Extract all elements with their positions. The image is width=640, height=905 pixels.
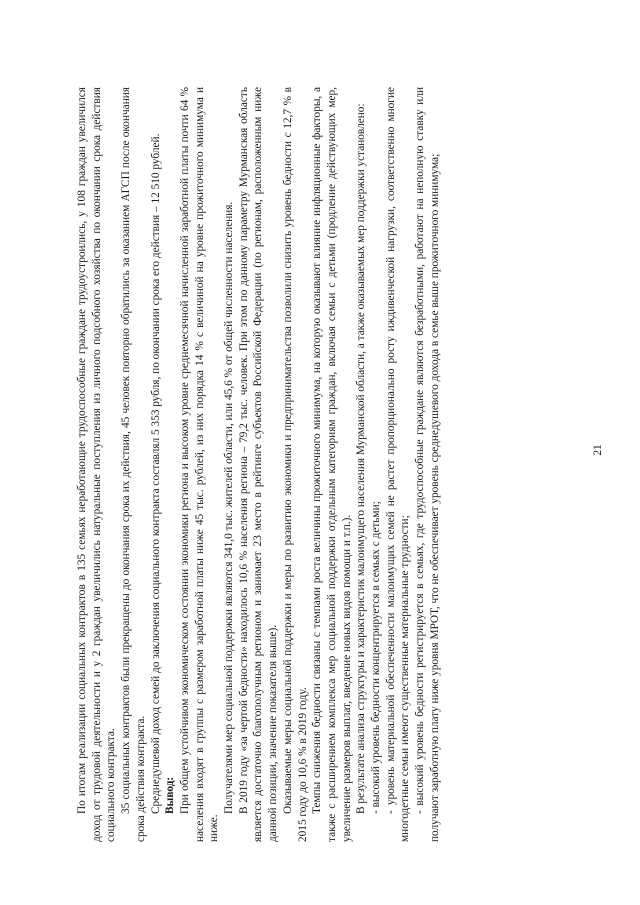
document-body — [75, 87, 635, 842]
paragraph-contract-terminated: 35 социальных контрактов были прекращены до окончания срока их действия, 45 человек повторно обратились за оказанием АГСП после окончания срока действия контракта. — [120, 87, 147, 842]
paragraph-poverty-factors: Темпы снижения бедности связаны с темпами роста величины прожиточного минимума, на которую оказывают влияние инфляционные факторы, а также с расширением комплекса мер социальной поддержки отдельным категориям граждан, включая семьи с детьми (продление действующих мер, увеличение размеров выплат, введение новых видов помощи и т.п.). — [311, 87, 353, 842]
list-item-families-children: - высокий уровень бедности концентрируется в семьях с детьми; — [370, 501, 383, 814]
list-item-unemployed: - высокий уровень бедности регистрируется в семьях, где трудоспособные граждане являются безработными, работают на неполную ставку или получают заработную плату ниже уровня МРОТ, что не обеспечивает уровень среднедушевого дохода в семье выше прожиточного минимума; — [414, 87, 441, 842]
conclusion-heading: Вывод: — [164, 776, 177, 814]
paragraph-poverty-2019: В 2019 году «за чертой бедности» находилось 10,6 % населения региона – 79,2 тыс. человек. При этом по данному параметру Мурманская область является достаточно благополучным регионом и занимает 23 место в рейтинге субъектов Российской Федерации (по регионам, расположенным ниже данной позиции, значение показателя выше). — [237, 87, 280, 842]
paragraph-contract-results: По итогам реализации социальных контрактов в 135 семьях неработающие трудоспособные граждане трудоустроились, у 108 граждан увеличился доход от трудовой деятельности и у 2 граждан увеличились натуральные поступления из личного подсобного хозяйства по окончании срока действия социального контракта. — [76, 87, 118, 842]
page-number: 21 — [592, 444, 604, 456]
paragraph-analysis-intro: В результате анализа структуры и характеристик малоимущего населения Мурманской области, а также оказываемых мер поддержки установлено: — [355, 103, 368, 814]
list-item-material-security: - уровень материальной обеспеченности малоимущих семей не растет пропорционально росту иждивенческой нагрузки, соответственно многие многодетные семьи имеют существенные материальные трудности; — [384, 87, 412, 842]
paragraph-support-recipients: Получателями мер социальной поддержки являются 341,0 тыс. жителей области, или 45,6 % от общей численности населения. — [223, 201, 236, 814]
paragraph-poverty-decline: Оказываемые меры социальной поддержки и меры по развитию экономики и предпринимательства позволили снизить уровень бедности с 12,7 % в 2015 году до 10,6 % в 2019 году. — [281, 87, 309, 842]
paragraph-average-income: Среднедушевой доход семей до заключения социального контракта составлял 5 353 рубля, по окончании срока его действия – 12 510 рублей. — [149, 133, 162, 814]
paragraph-wage-groups: При общем устойчивом экономическом состоянии экономики региона и высоком уровне среднемесячной начисленной заработной платы почти 64 % населения входят в группы с размером заработной платы ниже 45 тыс. рублей, из них порядка 14 % с величиной на уровне прожиточного минимума и ниже. — [178, 87, 221, 842]
